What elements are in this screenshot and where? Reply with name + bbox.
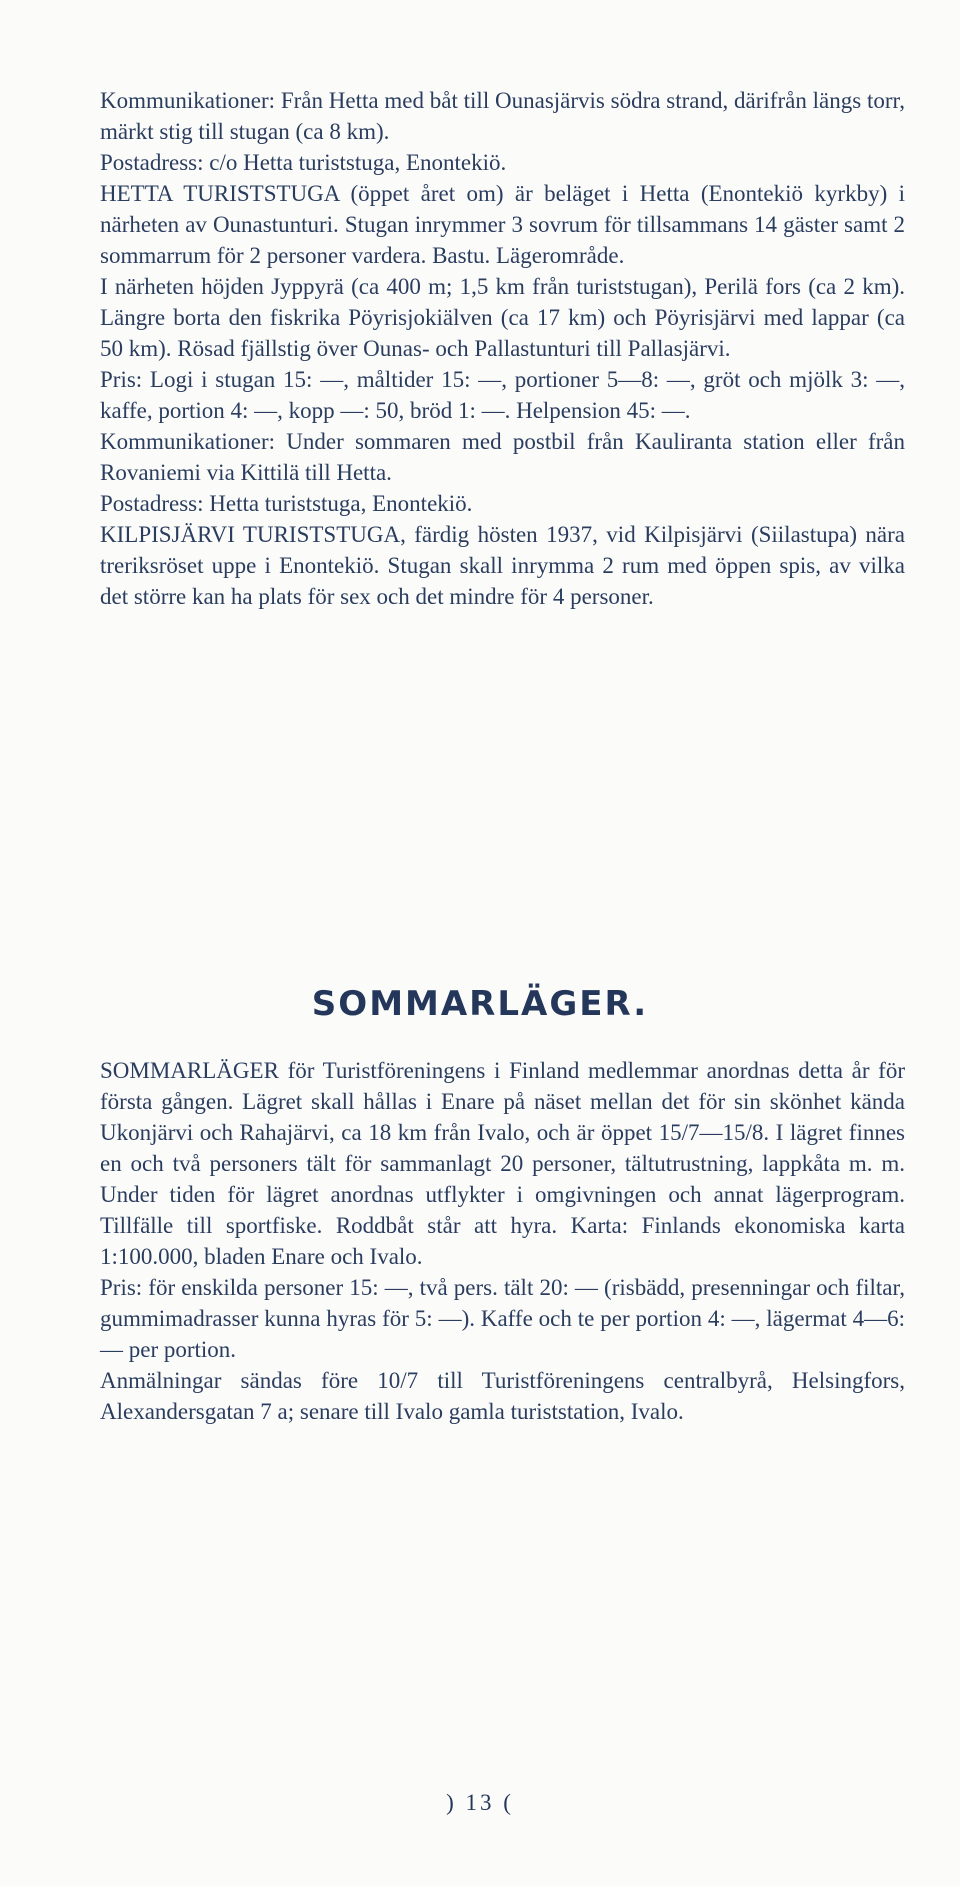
paragraph-pris-1: Pris: Logi i stugan 15: —, måltider 15: —, portioner 5—8: —, gröt och mjölk 3: —, kaffe, portion 4: —, kopp —: 50, bröd 1: —. Helpension 45: —. <box>100 367 905 423</box>
paragraph-pris-2: Pris: för enskilda personer 15: —, två pers. tält 20: — (risbädd, presenningar och filtar, gummimadrasser kunna hyras för 5: —). Kaffe och te per portion 4: —, lägermat 4—6: — per portion. <box>100 1275 905 1362</box>
paragraph-postadress-1: Postadress: c/o Hetta turiststuga, Enontekiö. <box>100 150 507 175</box>
page-number: ) 13 ( <box>446 1790 514 1815</box>
paragraph-postadress-2: Postadress: Hetta turiststuga, Enontekiö. <box>100 491 473 516</box>
paragraph-kilpisjarvi: KILPISJÄRVI TURISTSTUGA, färdig hösten 1937, vid Kilpisjärvi (Siilastupa) nära treriksröset uppe i Enontekiö. Stugan skall inrymma 2 rum med öppen spis, av vilka det större kan ha plats för sex och det mindre för 4 personer. <box>100 522 905 609</box>
lower-text-block <box>100 1055 905 1427</box>
paragraph-hetta-surroundings: I närheten höjden Jyppyrä (ca 400 m; 1,5 km från turiststugan), Perilä fors (ca 2 km). Längre borta den fiskrika Pöyrisjokiälven (ca 17 km) och Pöyrisjärvi med lappar (ca 50 km). Rösad fjällstig över Ounas- och Pallastunturi till Pallasjärvi. <box>100 274 905 361</box>
section-heading: SOMMARLÄGER. <box>311 984 649 1024</box>
paragraph-kommunikationer-1: Kommunikationer: Från Hetta med båt till Ounasjärvis södra strand, därifrån längs torr, märkt stig till stugan (ca 8 km). <box>100 88 905 144</box>
paragraph-hetta-description: HETTA TURISTSTUGA (öppet året om) är beläget i Hetta (Enontekiö kyrkby) i närheten av Ounastunturi. Stugan inrymmer 3 sovrum för tillsammans 14 gäster samt 2 sommarrum för 2 personer vardera. Bastu. Lägerområde. <box>100 181 905 268</box>
upper-text-block <box>100 85 905 612</box>
paragraph-kommunikationer-2: Kommunikationer: Under sommaren med postbil från Kauliranta station eller från Rovaniemi via Kittilä till Hetta. <box>100 429 905 485</box>
paragraph-anmalningar: Anmälningar sändas före 10/7 till Turistföreningens centralbyrå, Helsingfors, Alexandersgatan 7 a; senare till Ivalo gamla turiststation, Ivalo. <box>100 1368 905 1424</box>
paragraph-sommarlager-intro: SOMMARLÄGER för Turistföreningens i Finland medlemmar anordnas detta år för första gången. Lägret skall hållas i Enare på näset mellan det för sin skönhet kända Ukonjärvi och Rahajärvi, ca 18 km från Ivalo, och är öppet 15/7—15/8. I lägret finnes en och två personers tält för sammanlagt 20 personer, tältutrustning, lappkåta m. m. Under tiden för lägret anordnas utflykter i omgivningen och annat lägerprogram. Tillfälle till sportfiske. Roddbåt står att hyra. Karta: Finlands ekonomiska karta 1:100.000, bladen Enare och Ivalo. <box>100 1058 905 1269</box>
